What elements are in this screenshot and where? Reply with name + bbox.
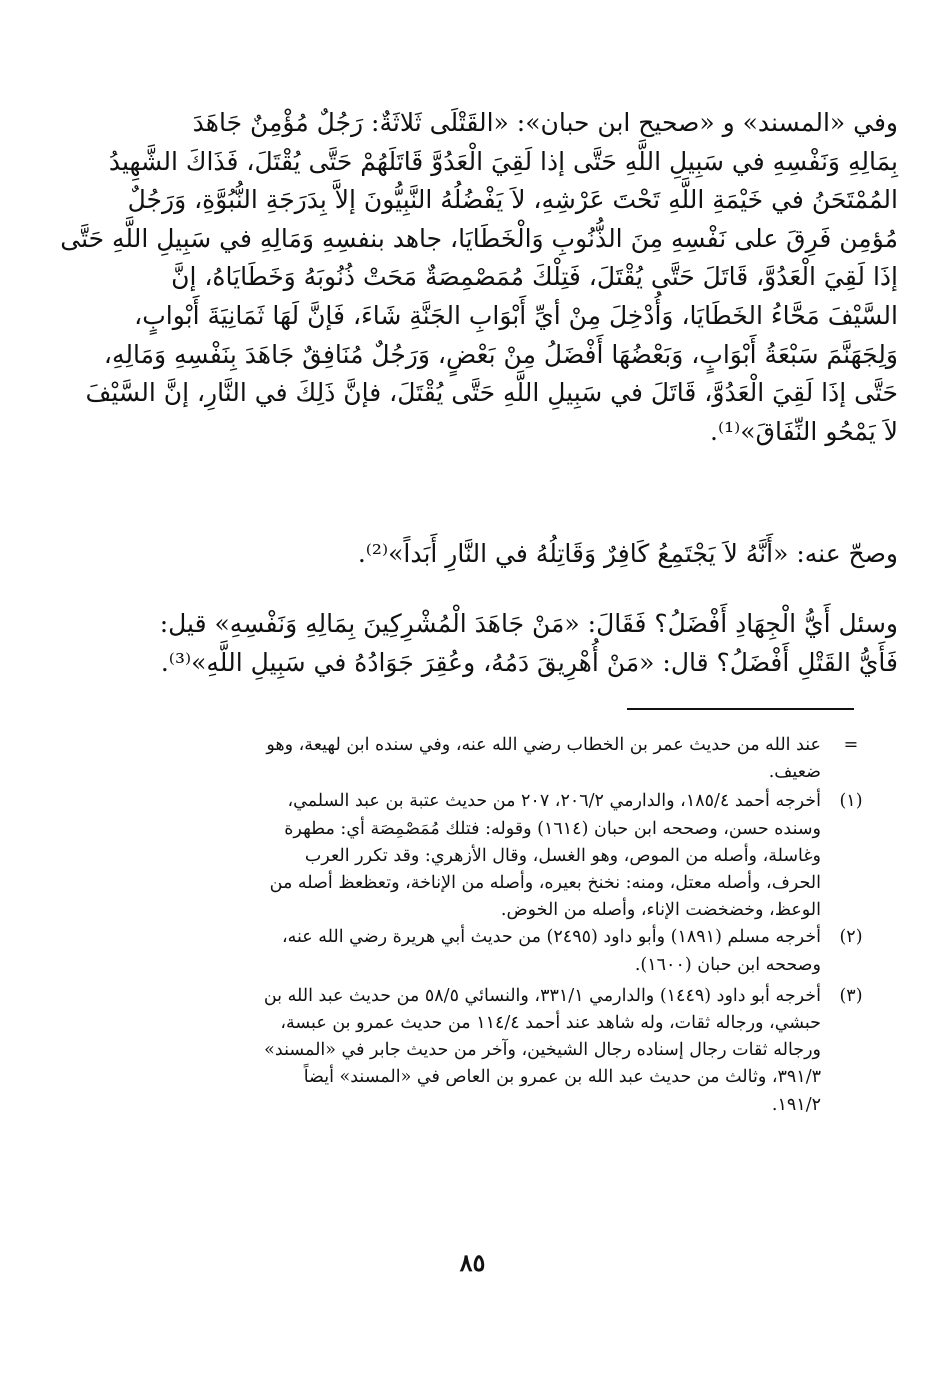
text-line: حَتَّى إذَا لَقِيَ الْعَدُوَّ، قَاتَلَ في سَبِيلِ اللَّهِ حَتَّى يُقْتَلَ، فإنَّ ذَلِكَ في النَّارِ، إنَّ السَّيْفَ <box>85 378 898 408</box>
footnote-line: ضعيف. <box>768 762 821 783</box>
footnote-1 <box>178 788 876 924</box>
text-line: وَلِجَهَنَّمَ سَبْعَةُ أَبْوَابٍ، وَبَعْضُهَا أَفْضَلُ مِنْ بَعْضٍ، وَرَجُلٌ مُنَافِقٌ جَاهَدَ بِنَفْسِهِ وَمَالِهِ، <box>103 339 898 369</box>
text-line: وصحّ عنه: «أَنَّهُ لاَ يَجْتَمِعُ كَافِرٌ وَقَاتِلُهُ في النَّارِ أَبَداً»⁽²⁾. <box>357 539 898 568</box>
paragraph-kafir-and-killer <box>178 535 898 574</box>
text-line: بِمَالِهِ وَنَفْسِهِ في سَبِيلِ اللَّهِ حَتَّى إذا لَقِيَ الْعَدُوَّ قَاتَلَهُمْ حَتَّى يُقْتَلَ، فَذَاكَ الشَّهِيدُ <box>108 146 898 176</box>
footnote-line: أخرجه أبو داود (١٤٤٩) والدارمي ٣٣١/١، والنسائي ٥٨/٥ من حديث عبد الله بن <box>263 985 821 1006</box>
footnote-marker: (١) <box>839 791 863 812</box>
footnote-marker: (٢) <box>839 927 863 948</box>
footnote-line: الوعظ، وخضخضت الإناء، وأصله من الخوض. <box>500 900 821 921</box>
footnote-line: الحرف، وأصله معتل، ومنه: نخنخ بعيره، وأصله من الإناخة، وتعظعظ أصله من <box>269 873 821 894</box>
footnote-line: ١٩١/٢. <box>771 1094 821 1115</box>
text-line: المُمْتَحَنُ في خَيْمَةِ اللَّهِ تَحْتَ عَرْشِهِ، لاَ يَفْضُلُهُ النَّبِيُّونَ إلاَّ بِدَرَجَةِ النُّبُوَّةِ، وَرَجُلٌ <box>127 185 898 215</box>
text-line: إذَا لَقِيَ الْعَدُوَّ، قَاتَلَ حَتَّى يُقْتَلَ، فَتِلْكَ مُمَصْمِصَةٌ مَحَتْ ذُنُوبَهُ وَخَطَايَاهُ، إنَّ <box>171 262 898 292</box>
footnote-line: وصححه ابن حبان (١٦٠٠). <box>634 954 821 975</box>
text-line: مُؤمِن فَرِقَ على نَفْسِهِ مِنَ الذُّنُوبِ وَالْخَطَايَا، جاهد بنفسِهِ وَمَالِهِ في سَبِيلِ اللَّهِ حَتَّى <box>60 223 898 253</box>
text-line: وسئل أَيُّ الْجِهَادِ أَفْضَلُ؟ فَقَالَ: «مَنْ جَاهَدَ الْمُشْرِكِينَ بِمَالِهِ وَنَفْسِهِ» قيل: <box>159 609 898 638</box>
footnote-continued <box>178 732 876 786</box>
text-line: السَّيْفَ مَحَّاءُ الخَطَايَا، وَأُدْخِلَ مِنْ أيِّ أَبْوَابِ الجَنَّةِ شَاءَ، فَإنَّ لَهَا ثَمَانِيَةَ أَبْوابٍ، <box>134 300 898 330</box>
footnote-marker: = <box>843 735 859 755</box>
footnote-line: ٣٩١/٣، وثالث من حديث عبد الله بن عمرو بن العاص في «المسند» أيضاً <box>303 1067 821 1088</box>
text-line: لاَ يَمْحُو النِّفَاقَ»⁽¹⁾. <box>710 416 898 446</box>
footnote-line: أخرجه مسلم (١٨٩١) وأبو داود (٢٤٩٥) من حديث أبي هريرة رضي الله عنه، <box>281 927 821 948</box>
footnote-line: حبشي، ورجاله ثقات، وله شاهد عند أحمد ١١٤/٤ من حديث عمرو بن عبسة، <box>280 1013 821 1034</box>
footnote-3 <box>178 983 876 1119</box>
page-number: ٨٥ <box>459 1248 486 1277</box>
footnote-separator <box>627 708 854 710</box>
paragraph-hadith-three-killed <box>60 104 898 451</box>
footnote-line: عند الله من حديث عمر بن الخطاب رضي الله عنه، وفي سنده ابن لهيعة، وهو <box>266 735 821 755</box>
footnotes <box>178 732 876 1119</box>
text-line: وفي «المسند» و «صحيح ابن حبان»: «القَتْلَى ثَلاثَةٌ: رَجُلٌ مُؤْمِنٌ جَاهَدَ <box>192 108 898 137</box>
footnote-2 <box>178 924 876 978</box>
footnote-line: وغاسلة، وأصله من الموص، وهو الغسل، وقال الأزهري: وقد تكرر العرب <box>304 845 821 866</box>
footnote-line: ورجاله ثقات رجال إسناده رجال الشيخين، وآخر من حديث جابر في «المسند» <box>264 1040 821 1061</box>
footnote-line: وسنده حسن، وصححه ابن حبان (١٦١٤) وقوله: فتلك مُمَصْمِصَة أي: مطهرة <box>284 818 821 839</box>
paragraph-best-jihad <box>159 605 898 682</box>
footnote-line: أخرجه أحمد ١٨٥/٤، والدارمي ٢٠٦/٢، ٢٠٧ من حديث عتبة بن عبد السلمي، <box>287 791 821 812</box>
text-line: فَأَيُّ القَتْلِ أَفْضَلُ؟ قال: «مَنْ أُهْرِيقَ دَمُهُ، وعُقِرَ جَوَادُهُ في سَبِيلِ اللَّهِ»⁽³⁾. <box>160 647 898 677</box>
footnote-marker: (٣) <box>839 985 863 1006</box>
